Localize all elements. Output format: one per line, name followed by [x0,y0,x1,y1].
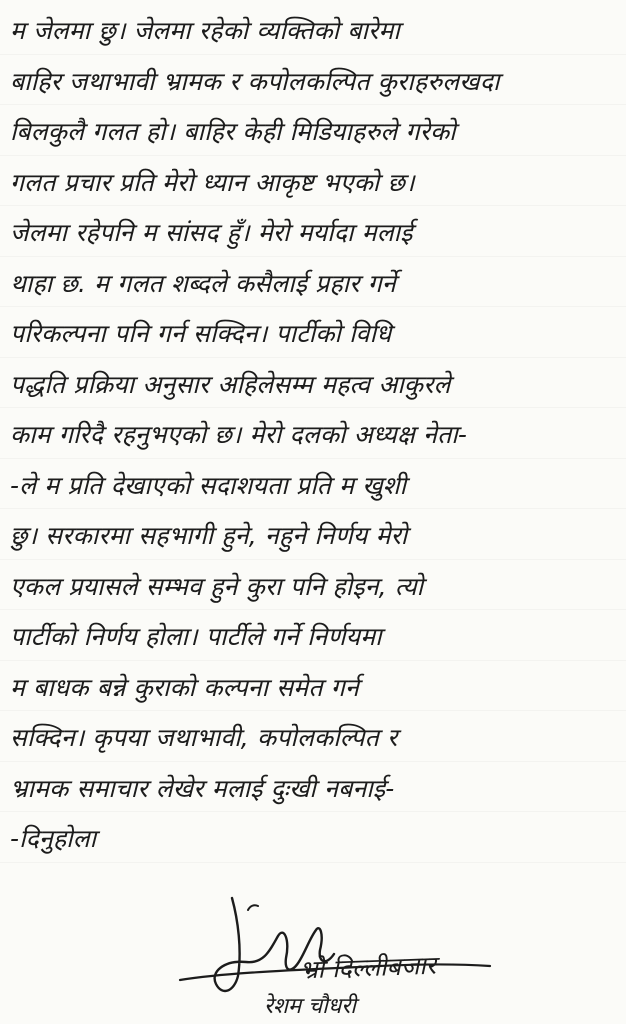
letter-line: परिकल्पना पनि गर्न सक्दिन। पार्टीको विधि [10,319,392,348]
letter-line: म जेलमा छु। जेलमा रहेको व्यक्तिको बारेमा [10,16,400,45]
letter-line: भ्रामक समाचार लेखेर मलाई दुःखी नबनाई- [10,773,395,803]
letter-line: सक्दिन। कृपया जथाभावी, कपोलकल्पित र [10,723,398,752]
letter-line: छु। सरकारमा सहभागी हुने, नहुने निर्णय मेरो [10,521,408,550]
letter-line: पद्धति प्रक्रिया अनुसार अहिलेसम्म महत्व आकुरले [10,369,451,399]
letter-line: पार्टीको निर्णय होला। पार्टीले गर्ने निर्णयमा [10,622,382,651]
signature-block [160,880,620,1024]
letter-line: -ले म प्रति देखाएको सदाशयता प्रति म खुशी [10,470,407,500]
handwritten-letter-body [10,6,618,865]
letter-line: गलत प्रचार प्रति मेरो ध्यान आकृष्ट भएको छ। [10,167,415,197]
letter-line: बाहिर जथाभावी भ्रामक र कपोलकल्पित कुराहरुलखदा [10,66,500,96]
letter-line: थाहा छ. म गलत शब्दले कसैलाई प्रहार गर्ने [10,268,396,298]
letter-line: जेलमा रहेपनि म सांसद हुँ। मेरो मर्यादा मलाई [10,218,413,247]
signatory-address: भ्रो दिल्लीबजार [299,950,437,985]
letter-line: म बाधक बन्ने कुराको कल्पना समेत गर्न [10,672,359,702]
letter-line: -दिनुहोला [10,824,97,853]
signatory-name: रेशम चौधरी [264,994,357,1019]
letter-line: एकल प्रयासले सम्भव हुने कुरा पनि होइन, त्यो [10,571,424,601]
letter-line: बिलकुलै गलत हो। बाहिर केही मिडियाहरुले गरेको [10,117,456,146]
letter-line: काम गरिदै रहनुभएको छ। मेरो दलको अध्यक्ष नेता- [10,420,468,449]
